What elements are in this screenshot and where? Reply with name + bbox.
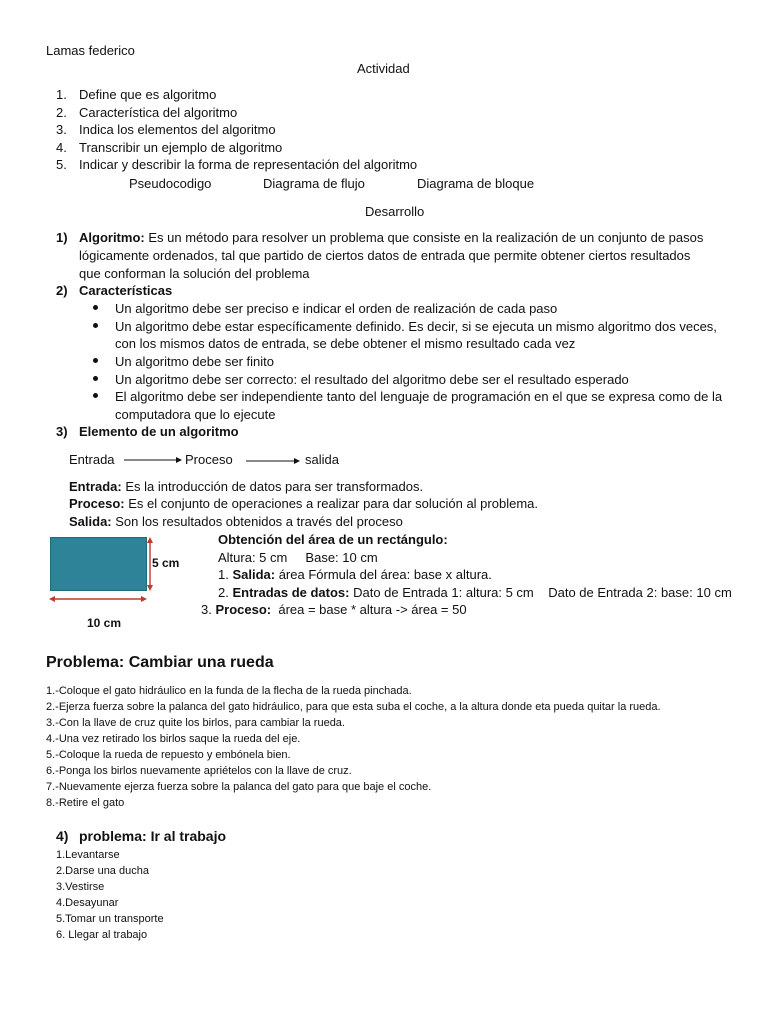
answer3-number: 3) (56, 424, 68, 439)
example-step-1 (218, 566, 492, 583)
example-dimensions: Altura: 5 cm Base: 10 cm (218, 550, 378, 565)
step-label: Salida: (232, 567, 276, 582)
step-text: área Fórmula del área: base x altura. (275, 567, 492, 582)
problem2-step: 3.Vestirse (56, 881, 105, 893)
question-number: 2. (56, 105, 67, 120)
characteristic-item-continued: computadora que lo ejecute (115, 407, 276, 422)
problem2-step: 1.Levantarse (56, 849, 120, 861)
answer3-label: Elemento de un algoritmo (79, 424, 239, 439)
answer1-line: lógicamente ordenados, tal que partido de ciertos datos de entrada que permite obtener ciertos resultados (79, 248, 691, 263)
arrow-right-icon (124, 455, 184, 465)
definition-text: Es el conjunto de operaciones a realizar para dar solución al problema. (124, 496, 538, 511)
representation-block-diagram: Diagrama de bloque (417, 176, 535, 191)
definition-text: Es la introducción de datos para ser transformados. (121, 479, 424, 494)
flow-input: Entrada (69, 452, 115, 467)
question-number: 3. (56, 122, 67, 137)
definition-term: Salida: (69, 514, 112, 529)
problem2-step: 5.Tomar un transporte (56, 913, 164, 925)
problem1-step: 7.-Nuevamente ejerza fuerza sobre la palanca del gato para que baje el coche. (46, 781, 432, 793)
width-arrow-icon (48, 594, 148, 604)
problem1-step: 3.-Con la llave de cruz quite los birlos, para cambiar la rueda. (46, 717, 345, 729)
answer1-text: Es un método para resolver un problema que consiste en la realización de un conjunto de pasos (148, 230, 704, 245)
problem1-title: Problema: Cambiar una rueda (46, 654, 274, 671)
definition-text: Son los resultados obtenidos a través del proceso (111, 514, 403, 529)
answer1-number: 1) (56, 230, 68, 245)
problem2-step: 4.Desayunar (56, 897, 119, 909)
answer1-line (79, 229, 703, 246)
development-title: Desarrollo (365, 204, 425, 219)
question-text: Define que es algoritmo (79, 87, 217, 102)
step-text: Dato de Entrada 1: altura: 5 cm Dato de Entrada 2: base: 10 cm (349, 585, 732, 600)
question-text: Transcribir un ejemplo de algoritmo (79, 140, 283, 155)
example-heading: Obtención del área de un rectángulo: (218, 532, 448, 547)
bullet-dot (93, 376, 98, 381)
rectangle-shape (50, 537, 147, 591)
definition-process (69, 495, 538, 512)
bullet-dot (93, 305, 98, 310)
problem1-step: 8.-Retire el gato (46, 797, 125, 809)
height-label: 5 cm (152, 556, 180, 570)
problem1-step: 6.-Ponga los birlos nuevamente apriételos con la llave de cruz. (46, 765, 352, 777)
step-label: Proceso: (215, 602, 272, 617)
author-name: Lamas federico (46, 43, 135, 58)
problem2-step: 2.Darse una ducha (56, 865, 149, 877)
question-number: 5. (56, 157, 67, 172)
representation-pseudocode: Pseudocodigo (129, 176, 212, 191)
step-text: área = base * altura -> área = 50 (271, 602, 467, 617)
question-text: Indica los elementos del algoritmo (79, 122, 276, 137)
question-number: 1. (56, 87, 67, 102)
flow-output: salida (305, 452, 339, 467)
problem1-step: 1.-Coloque el gato hidráulico en la funda de la flecha de la rueda pinchada. (46, 685, 412, 697)
problem1-step: 5.-Coloque la rueda de repuesto y embónela bien. (46, 749, 291, 761)
definition-term: Entrada: (69, 479, 122, 494)
answer2-number: 2) (56, 283, 68, 298)
characteristic-item: Un algoritmo debe ser correcto: el resultado del algoritmo debe ser el resultado esperado (115, 372, 629, 387)
bullet-dot (93, 358, 98, 363)
answer1-line: que conforman la solución del problema (79, 266, 310, 281)
characteristic-item-continued: con los mismos datos de entrada, se debe obtener el mismo resultado cada vez (115, 336, 576, 351)
problem1-step: 2.-Ejerza fuerza sobre la palanca del gato hidráulico, para que esta suba el coche, a la altura donde eta pueda quitar la rueda. (46, 701, 661, 713)
problem2-step: 6. Llegar al trabajo (56, 929, 148, 941)
step-label: Entradas de datos: (232, 585, 350, 600)
example-step-3 (201, 601, 467, 618)
characteristic-item: El algoritmo debe ser independiente tanto del lenguaje de programación en el que se expresa como de la (115, 389, 723, 404)
step-number: 1. (218, 567, 229, 582)
example-step-2 (218, 584, 732, 601)
characteristic-item: Un algoritmo debe ser finito (115, 354, 274, 369)
definition-output (69, 513, 403, 530)
answer1-label: Algoritmo: (79, 230, 145, 245)
step-number: 2. (218, 585, 229, 600)
bullet-dot (93, 323, 98, 328)
activity-title: Actividad (357, 61, 410, 76)
bullet-dot (93, 393, 98, 398)
problem2-title: problema: Ir al trabajo (79, 828, 227, 844)
problem1-step: 4.-Una vez retirado los birlos saque la rueda del eje. (46, 733, 301, 745)
representation-flowchart: Diagrama de flujo (263, 176, 365, 191)
characteristic-item: Un algoritmo debe estar específicamente definido. Es decir, si se ejecuta un mismo algoritmo dos veces, (115, 319, 717, 334)
flow-process: Proceso (185, 452, 233, 467)
problem2-number: 4) (56, 828, 69, 844)
arrow-right-icon (246, 456, 302, 466)
question-text: Indicar y describir la forma de representación del algoritmo (79, 157, 418, 172)
step-number: 3. (201, 602, 212, 617)
definition-input (69, 478, 423, 495)
question-number: 4. (56, 140, 67, 155)
definition-term: Proceso: (69, 496, 125, 511)
width-label: 10 cm (87, 616, 122, 630)
answer2-label: Características (79, 283, 173, 298)
characteristic-item: Un algoritmo debe ser preciso e indicar el orden de realización de cada paso (115, 301, 558, 316)
question-text: Característica del algoritmo (79, 105, 238, 120)
